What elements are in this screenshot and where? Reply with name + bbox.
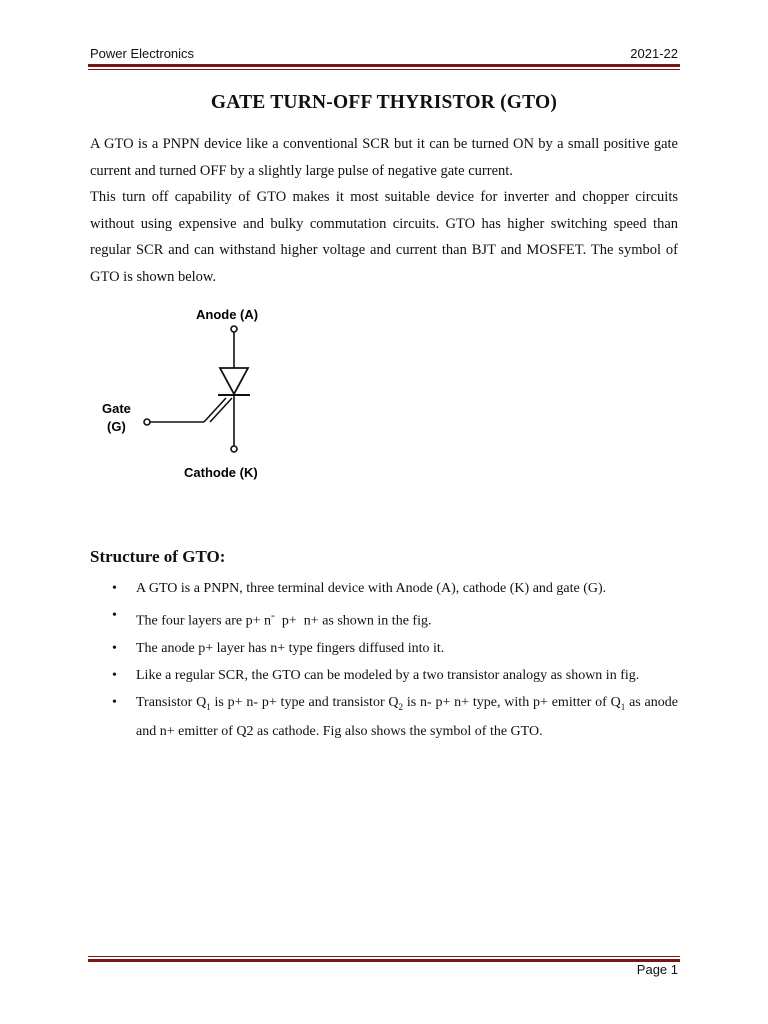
list-item: • The four layers are p+ n- p+ n+ as shown in the fig. xyxy=(112,608,432,629)
cathode-label: Cathode (K) xyxy=(184,465,258,480)
gate-label-line2: (G) xyxy=(107,419,126,434)
gate-arrow-line-1 xyxy=(204,398,226,422)
capability-paragraph: This turn off capability of GTO makes it most suitable device for inverter and chopper circuits without using expensive and bulky commutation circuits. GTO has higher switching speed than regular SCR and can withstand higher voltage and current than BJT and MOSFET. The symbol of GTO is shown below. xyxy=(90,189,678,285)
list-item: • Transistor $Q_1$ is p+ n- p+ type and transistor $Q_2$ is n- p+ n+ type, with p+ emitter of $Q_1$ as anode and n+ emitter of Q2 as cathode. Fig also shows the symbol of the GTO. xyxy=(112,694,678,740)
gate-arrow-line-2 xyxy=(210,398,232,422)
page-title: GATE TURN-OFF THYRISTOR (GTO) xyxy=(210,92,558,113)
gto-symbol-figure xyxy=(96,300,296,490)
intro-paragraph: A GTO is a PNPN device like a conventional SCR but it can be turned ON by a small positive gate current and turned OFF by a slightly large pulse of negative gate current. xyxy=(90,136,678,179)
structure-bullet-list xyxy=(90,576,678,746)
gate-terminal xyxy=(144,419,150,425)
page-header xyxy=(90,46,678,64)
page-number: Page 1 xyxy=(636,962,678,977)
header-course-title: Power Electronics xyxy=(90,46,195,61)
header-year: 2021-22 xyxy=(630,46,678,61)
list-item: • A GTO is a PNPN, three terminal device with Anode (A), cathode (K) and gate (G). xyxy=(112,581,607,596)
gate-label-line1: Gate xyxy=(102,401,131,416)
gto-diode-triangle xyxy=(220,368,248,394)
gto-symbol-diagram xyxy=(96,300,296,490)
list-item: • Like a regular SCR, the GTO can be modeled by a two transistor analogy as shown in fig. xyxy=(112,667,640,683)
section-title: Structure of GTO: xyxy=(90,547,226,566)
anode-label: Anode (A) xyxy=(196,307,259,322)
cathode-terminal xyxy=(231,446,237,452)
anode-terminal xyxy=(231,326,237,332)
list-item: • The anode p+ layer has n+ type fingers diffused into it. xyxy=(112,640,445,656)
